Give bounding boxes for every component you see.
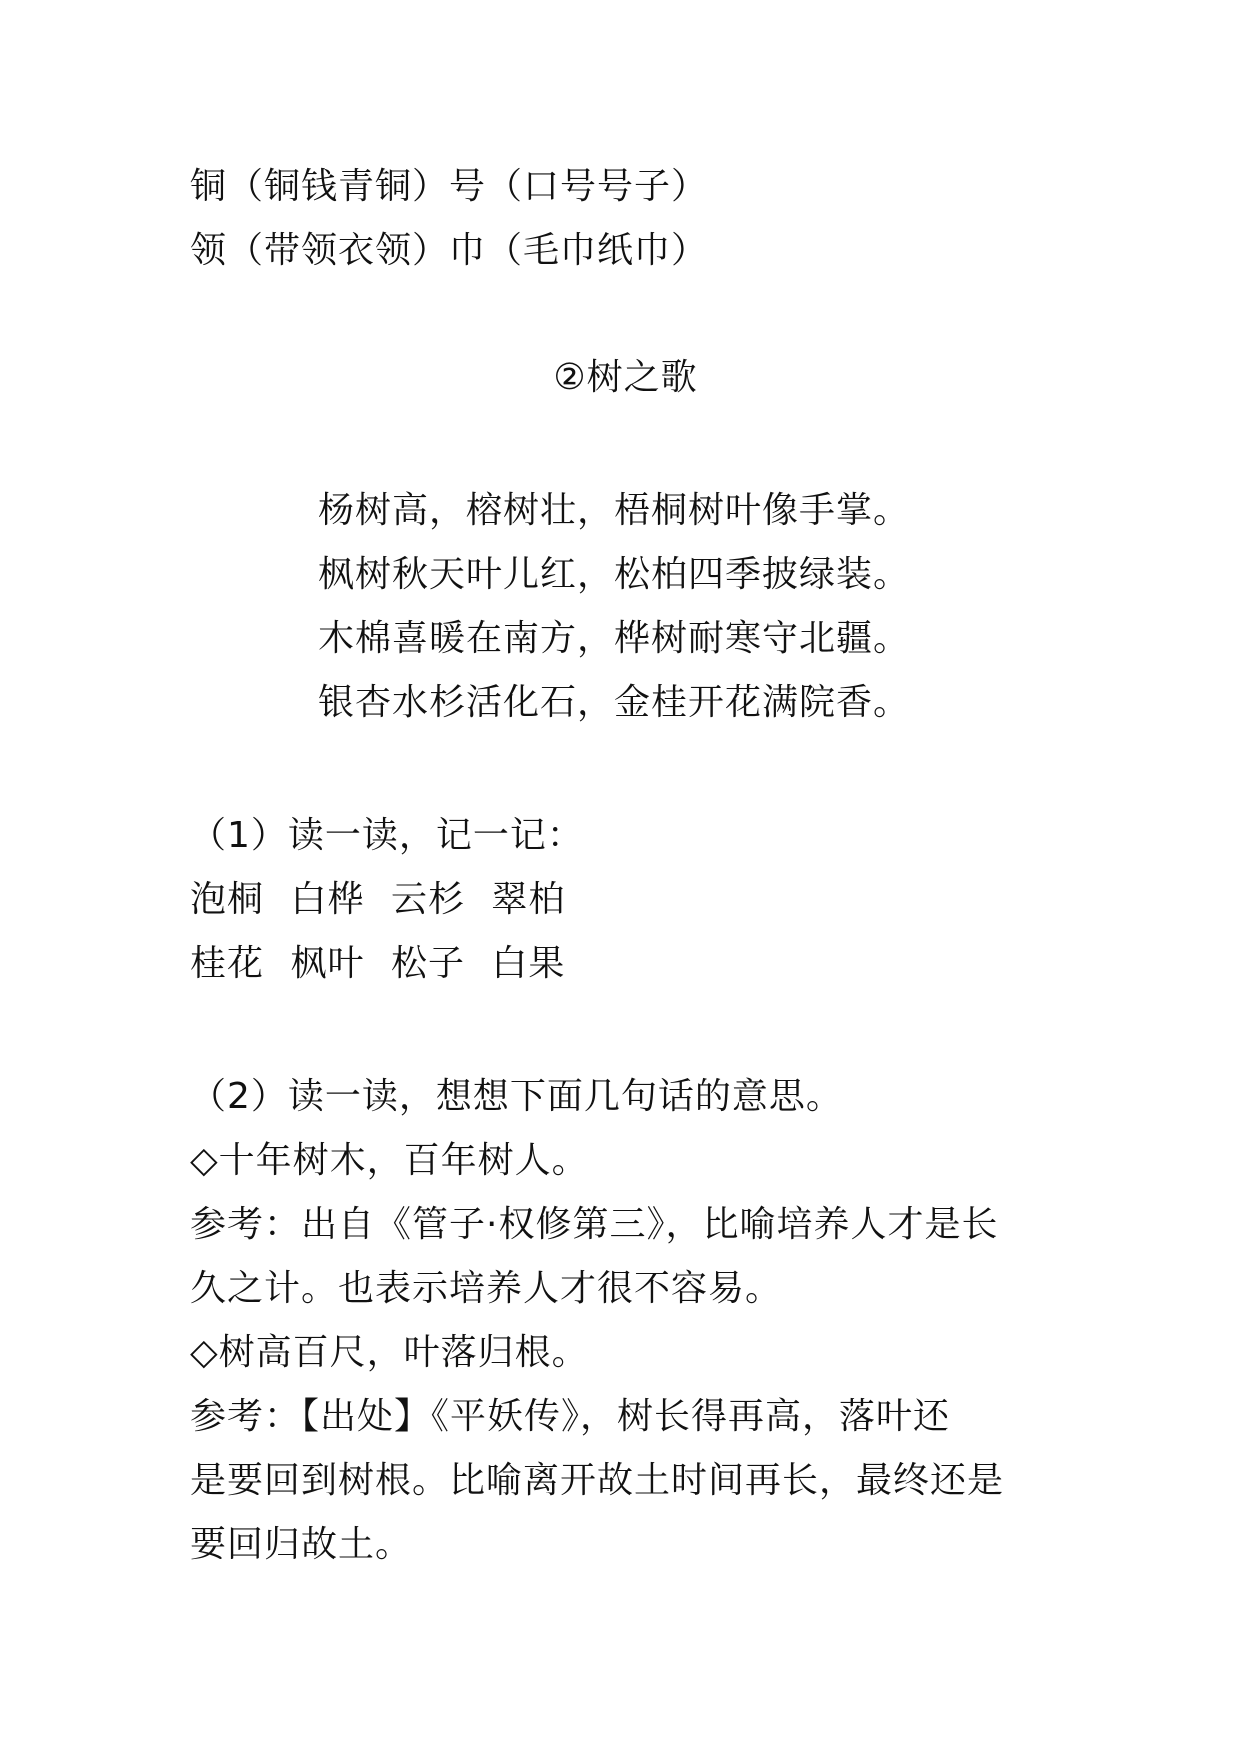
vocab-word: 枫叶	[290, 943, 365, 984]
exercise-2-heading: （2）读一读，想想下面几句话的意思。	[190, 1076, 843, 1117]
vocab-word: 松子	[390, 943, 465, 984]
poem-line-1: 杨树高，榕树壮，梧桐树叶像手掌。	[318, 490, 911, 531]
vocab-word: 白果	[491, 943, 566, 984]
poem-line-2: 枫树秋天叶儿红，松柏四季披绿装。	[318, 554, 911, 595]
exercise-1-row-2	[190, 942, 565, 986]
proverb-2: ◇树高百尺，叶落归根。	[190, 1332, 589, 1373]
word-pair-line-2: 领（带领衣领）巾（毛巾纸巾）	[190, 230, 709, 271]
exercise-1-heading: （1）读一读，记一记：	[190, 815, 584, 856]
exercise-1-row-1	[190, 878, 565, 922]
reference-2-line-1: 参考：【出处】《平妖传》，树长得再高，落叶还	[190, 1396, 951, 1437]
vocab-word: 泡桐	[190, 879, 265, 920]
poem-line-4: 银杏水杉活化石，金桂开花满院香。	[318, 682, 911, 723]
proverb-1: ◇十年树木，百年树人。	[190, 1140, 589, 1181]
reference-1-line-2: 久之计。也表示培养人才很不容易。	[190, 1268, 783, 1309]
word-pair-line-1: 铜（铜钱青铜）号（口号号子）	[190, 166, 709, 207]
reference-2-line-2: 是要回到树根。比喻离开故土时间再长，最终还是	[190, 1460, 1005, 1501]
poem-line-3: 木棉喜暖在南方，桦树耐寒守北疆。	[318, 618, 911, 659]
vocab-word: 白桦	[290, 879, 365, 920]
vocab-word: 翠柏	[491, 879, 566, 920]
reference-1-line-1: 参考：出自《管子·权修第三》，比喻培养人才是长	[190, 1204, 999, 1245]
reference-2-line-3: 要回归故土。	[190, 1524, 413, 1565]
vocab-word: 云杉	[390, 879, 465, 920]
vocab-word: 桂花	[190, 943, 265, 984]
poem-title: ②树之歌	[553, 357, 698, 398]
